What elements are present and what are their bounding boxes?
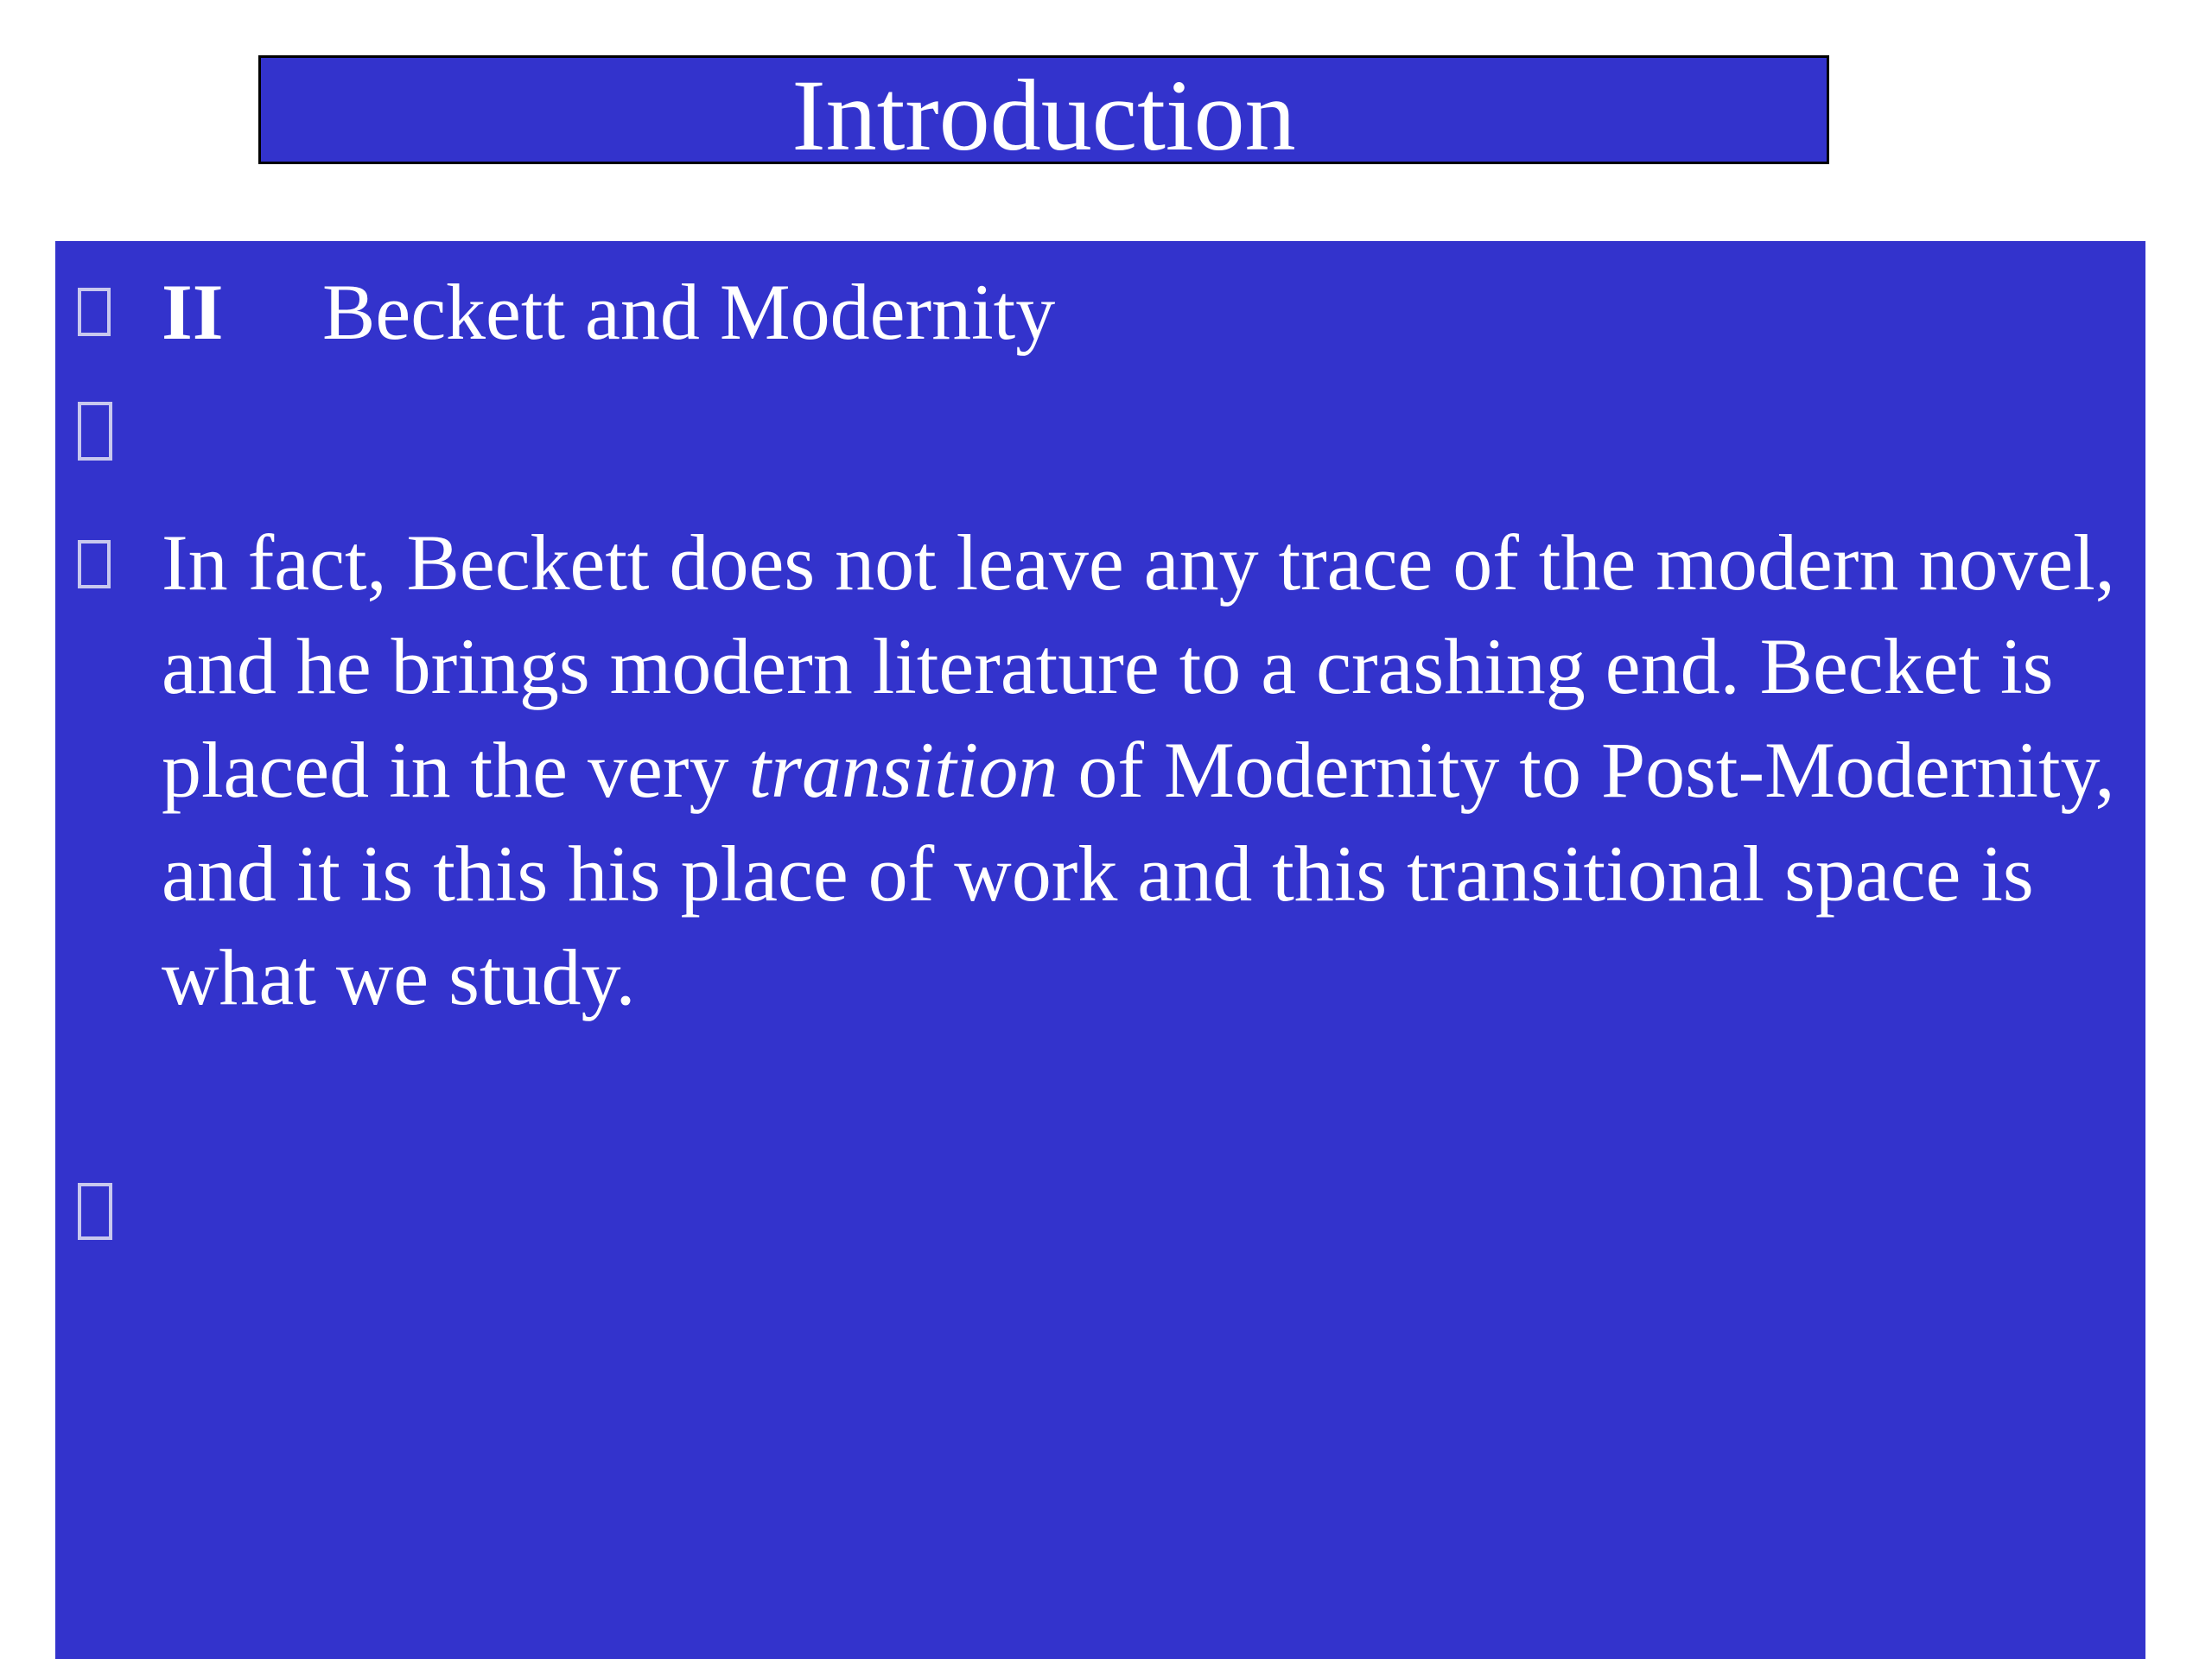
bullet-box-icon <box>78 402 112 461</box>
title-box <box>258 55 1829 172</box>
section-title: Beckett and Modernity <box>322 268 1056 356</box>
content-panel <box>55 241 2145 1659</box>
paragraph-part-2: of Modernity to Post-Modernity, and it is this his place of work and this transitional space is what we study. <box>162 726 2115 1021</box>
section-number: II <box>162 268 224 356</box>
paragraph-emphasis: transition <box>748 726 1058 814</box>
bullet-box-icon <box>78 288 111 336</box>
bullet-box-icon <box>78 540 111 588</box>
bullet-box-icon <box>78 1183 112 1240</box>
paragraph-part-1: In fact, Beckett does not leave any trace of the modern novel, and he brings modern literature to a crashing end. Becket is placed in the very <box>162 518 2115 814</box>
bullet-heading <box>162 260 2120 364</box>
bullet-paragraph <box>162 511 2120 1029</box>
slide-title: Introduction <box>791 59 1296 172</box>
